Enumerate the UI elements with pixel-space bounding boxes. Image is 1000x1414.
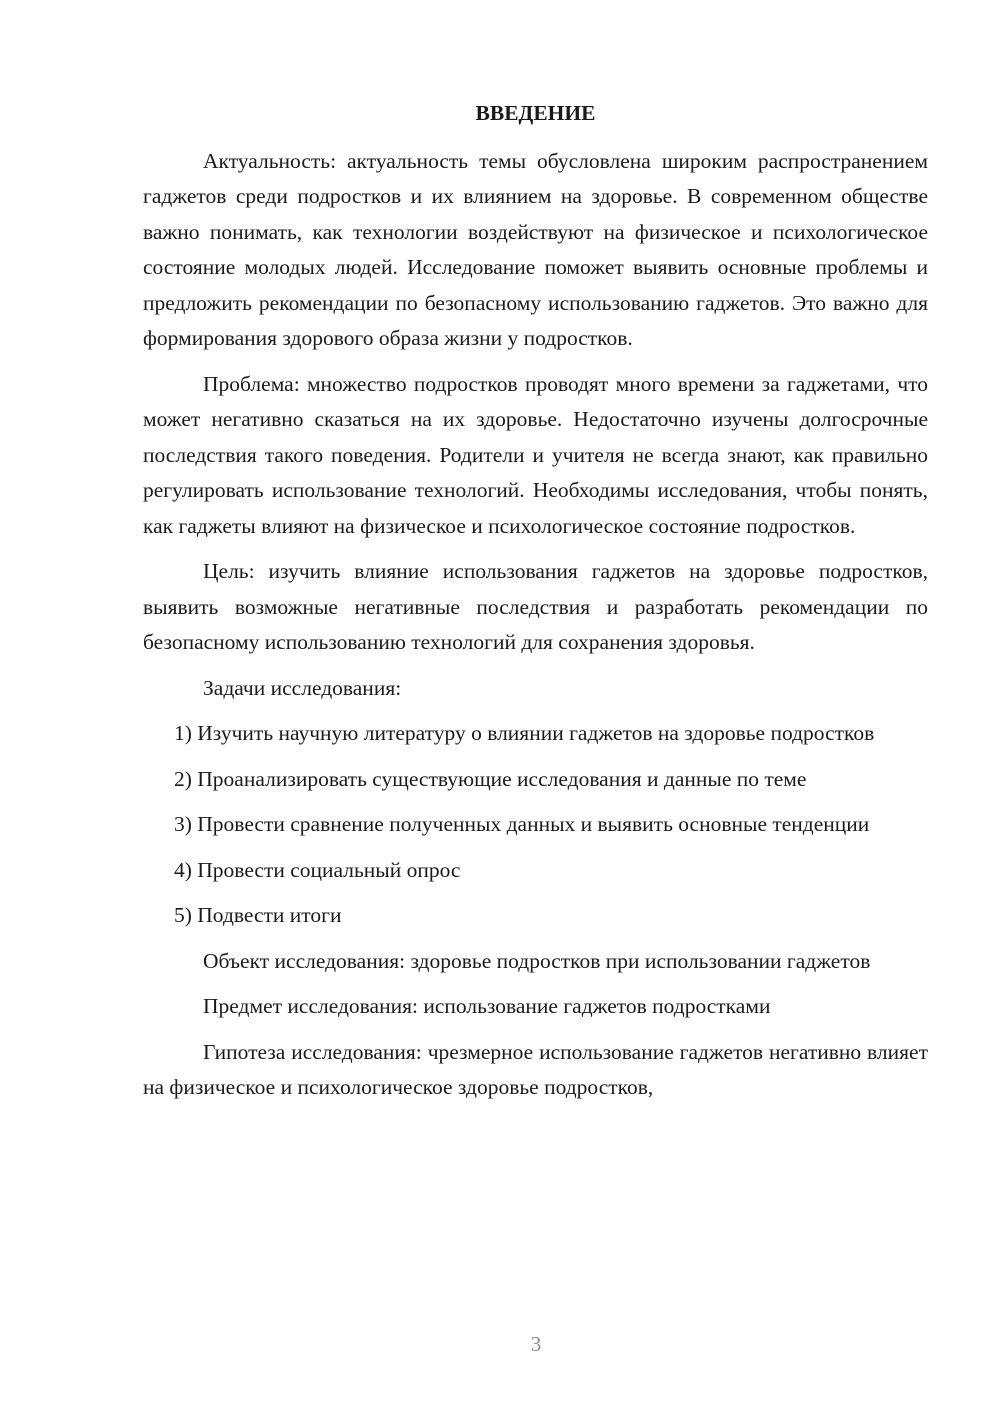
subject-paragraph: Предмет исследования: использование гаджетов подростками (203, 994, 771, 1018)
task-item: 1) Изучить научную литературу о влиянии гаджетов на здоровье подростков (174, 721, 875, 745)
task-item: 5) Подвести итоги (174, 903, 342, 927)
problem-paragraph: Проблема: множество подростков проводят много времени за гаджетами, что может негативно сказаться на их здоровье. Недостаточно изучены долгосрочные последствия такого поведения. Родители и учителя не всегда знают, как правильно регулировать использование технологий. Необходимы исследования, чтобы понять, как гаджеты влияют на физическое и психологическое состояние подростков. (143, 371, 928, 538)
tasks-heading: Задачи исследования: (203, 675, 402, 700)
page-content (143, 96, 928, 1116)
section-title: ВВЕДЕНИЕ (475, 101, 596, 125)
task-item: 2) Проанализировать существующие исследования и данные по теме (174, 766, 807, 791)
task-item: 4) Провести социальный опрос (174, 857, 461, 882)
goal-paragraph: Цель: изучить влияние использования гаджетов на здоровье подростков, выявить возможные негативные последствия и разработать рекомендации по безопасному использованию технологий для сохранения здоровья. (143, 559, 928, 654)
page-number: 3 (530, 1332, 542, 1356)
task-item: 3) Провести сравнение полученных данных и выявить основные тенденции (174, 812, 870, 836)
relevance-paragraph: Актуальность: актуальность темы обусловлена широким распространением гаджетов среди подростков и их влиянием на здоровье. В современном обществе важно понимать, как технологии воздействуют на физическое и психологическое состояние молодых людей. Исследование поможет выявить основные проблемы и предложить рекомендации по безопасному использованию гаджетов. Это важно для формирования здорового образа жизни у подростков. (143, 148, 928, 350)
object-paragraph: Объект исследования: здоровье подростков при использовании гаджетов (203, 948, 871, 973)
hypothesis-paragraph: Гипотеза исследования: чрезмерное использование гаджетов негативно влияет на физическое и психологическое здоровье подростков, (143, 1039, 928, 1099)
